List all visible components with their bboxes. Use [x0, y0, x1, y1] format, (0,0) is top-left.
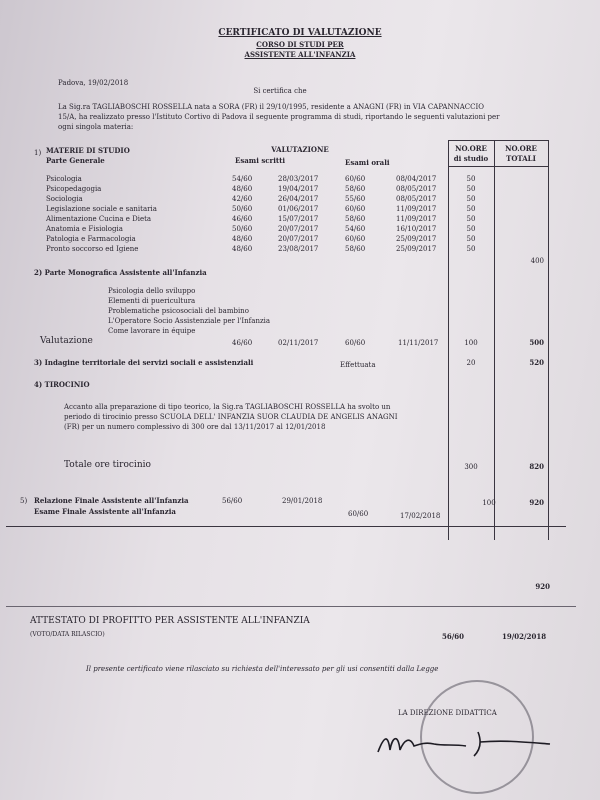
subject-o-vote: 60/60: [345, 235, 366, 243]
subject-o-date: 25/09/2017: [396, 235, 437, 243]
subject-s-date: 28/03/2017: [278, 175, 319, 183]
document-subtitle-course: CORSO DI STUDI PER: [256, 40, 344, 49]
ore-studio-heading-1: NO.ORE: [455, 144, 487, 153]
footer-note: Il presente certificato viene rilasciato su richiesta dell'interessato per gli usi consentiti dalla Legge: [86, 665, 439, 673]
subject-s-vote: 48/60: [232, 235, 253, 243]
subject-s-date: 23/08/2017: [278, 245, 319, 253]
subject-s-date: 20/07/2017: [278, 225, 319, 233]
relazione-finale-total: 920: [529, 498, 544, 507]
subject-hours: 50: [466, 235, 476, 243]
subject-name: Sociologia: [46, 195, 83, 203]
subject-s-date: 20/07/2017: [278, 235, 319, 243]
subject-o-vote: 58/60: [345, 185, 366, 193]
subject-name: Patologia e Farmacologia: [46, 235, 136, 243]
monographic-item: Psicologia dello sviluppo: [108, 287, 196, 295]
place-date: Padova, 19/02/2018: [58, 79, 129, 87]
signature-label: LA DIREZIONE DIDATTICA: [398, 709, 497, 717]
esami-scritti-heading: Esami scritti: [235, 156, 285, 165]
tirocinio-hours: 300: [464, 463, 478, 471]
intro-line-3: ogni singola materia:: [58, 123, 134, 131]
header-top-rule: [448, 140, 549, 141]
subject-s-vote: 42/60: [232, 195, 253, 203]
subject-s-vote: 50/60: [232, 225, 253, 233]
tirocinio-line-2: periodo di tirocinio presso SCUOLA DELL' INFANZIA SUOR CLAUDIA DE ANGELIS ANAGNI: [64, 413, 398, 421]
subject-name: Alimentazione Cucina e Dieta: [46, 215, 152, 223]
section-3-hours: 20: [466, 359, 476, 367]
subject-o-date: 25/09/2017: [396, 245, 437, 253]
section-3-status: Effettuata: [340, 361, 376, 369]
materie-heading: MATERIE DI STUDIO: [46, 146, 130, 155]
subject-o-vote: 60/60: [345, 205, 366, 213]
valutazione-heading: VALUTAZIONE: [271, 145, 329, 154]
subject-hours: 50: [466, 205, 476, 213]
subject-name: Psicologia: [46, 175, 82, 183]
relazione-finale-date: 29/01/2018: [282, 497, 323, 505]
monographic-item: L'Operatore Socio Assistenziale per l'Infanzia: [108, 317, 271, 325]
header-bottom-rule: [448, 166, 549, 167]
subject-name: Psicopedagogia: [46, 185, 102, 193]
tirocinio-total-label: Totale ore tirocinio: [64, 460, 151, 470]
subject-o-date: 11/09/2017: [396, 215, 437, 223]
section-number-1: 1): [34, 149, 42, 157]
subject-s-vote: 46/60: [232, 215, 253, 223]
subject-o-vote: 54/60: [345, 225, 366, 233]
section-2-total: 500: [529, 338, 544, 347]
subject-o-date: 16/10/2017: [396, 225, 437, 233]
subject-hours: 50: [466, 225, 476, 233]
subject-o-date: 08/05/2017: [396, 195, 437, 203]
attestato-date: 19/02/2018: [502, 632, 547, 641]
subject-name: Pronto soccorso ed Igiene: [46, 245, 139, 253]
subject-o-date: 08/04/2017: [396, 175, 437, 183]
esame-finale-date: 17/02/2018: [400, 512, 441, 520]
section-3-title: 3) Indagine territoriale dei servizi sociali e assistenziali: [34, 358, 254, 367]
section-2-written-vote: 46/60: [232, 339, 253, 347]
subject-o-vote: 58/60: [345, 215, 366, 223]
subject-s-vote: 48/60: [232, 245, 253, 253]
subject-name: Legislazione sociale e sanitaria: [46, 205, 157, 213]
subject-hours: 50: [466, 175, 476, 183]
section-4-title: 4) TIROCINIO: [34, 380, 90, 389]
esami-orali-heading: Esami orali: [345, 158, 390, 167]
attestato-title: ATTESTATO DI PROFITTO PER ASSISTENTE ALL'INFANZIA: [30, 616, 310, 626]
section-2-oral-date: 11/11/2017: [398, 339, 439, 347]
relazione-finale-vote: 56/60: [222, 497, 243, 505]
intro-line-2: 15/A, ha realizzato presso l'Istituto Cortivo di Padova il seguente programma di studi, riportando le seguenti valutazioni per: [58, 113, 500, 121]
subject-s-date: 15/07/2017: [278, 215, 319, 223]
document-subtitle-role: ASSISTENTE ALL'INFANZIA: [244, 50, 356, 59]
column-divider-right: [548, 140, 549, 540]
relazione-finale-label: Relazione Finale Assistente all'Infanzia: [34, 496, 189, 505]
subject-o-vote: 60/60: [345, 175, 366, 183]
attestato-subtitle: (VOTO/DATA RILASCIO): [30, 631, 105, 638]
subject-o-vote: 55/60: [345, 195, 366, 203]
certifies-line: Si certifica che: [253, 87, 307, 95]
handwritten-signature: [374, 722, 554, 762]
subject-o-vote: 58/60: [345, 245, 366, 253]
section-number-5: 5): [20, 497, 28, 505]
subject-hours: 50: [466, 195, 476, 203]
intro-line-1: La Sig.ra TAGLIABOSCHI ROSSELLA nata a SORA (FR) il 29/10/1995, residente a ANAGNI (FR) in VIA CAPANNACCIO: [58, 103, 484, 111]
ore-studio-heading-2: di studio: [453, 154, 489, 163]
subject-s-vote: 54/60: [232, 175, 253, 183]
section-2-title: 2) Parte Monografica Assistente all'Infanzia: [34, 268, 207, 277]
section-2-written-date: 02/11/2017: [278, 339, 319, 347]
ore-totali-heading-2: TOTALI: [506, 154, 536, 163]
subject-s-date: 26/04/2017: [278, 195, 319, 203]
section-2-hours: 100: [464, 339, 478, 347]
subject-name: Anatomia e Fisiologia: [46, 225, 123, 233]
tirocinio-line-1: Accanto alla preparazione di tipo teorico, la Sig.ra TAGLIABOSCHI ROSSELLA ha svolto un: [64, 403, 391, 411]
subtotal-general: 400: [530, 257, 544, 265]
section-2-oral-vote: 60/60: [345, 339, 366, 347]
subject-hours: 50: [466, 215, 476, 223]
subject-o-date: 08/05/2017: [396, 185, 437, 193]
section-5-rule: [6, 526, 566, 527]
section-3-total: 520: [529, 358, 544, 367]
ore-totali-heading-1: NO.ORE: [505, 144, 537, 153]
subject-s-date: 01/06/2017: [278, 205, 319, 213]
monographic-item: Come lavorare in équipe: [108, 327, 196, 335]
esame-finale-vote: 60/60: [348, 510, 369, 518]
parte-generale-heading: Parte Generale: [46, 156, 105, 165]
attestato-vote: 56/60: [442, 632, 465, 641]
subject-s-vote: 48/60: [232, 185, 253, 193]
section-2-valutazione-label: Valutazione: [40, 336, 93, 346]
monographic-item: Elementi di puericultura: [108, 297, 196, 305]
subject-hours: 50: [466, 185, 476, 193]
tirocinio-line-3: (FR) per un numero complessivo di 300 ore dal 13/11/2017 al 12/01/2018: [64, 423, 326, 431]
esame-finale-label: Esame Finale Assistente all'Infanzia: [34, 507, 176, 516]
subject-s-vote: 50/60: [232, 205, 253, 213]
grand-total: 920: [535, 582, 550, 591]
tirocinio-total: 820: [529, 462, 544, 471]
subject-hours: 50: [466, 245, 476, 253]
attestato-rule: [6, 606, 576, 607]
document-title: CERTIFICATO DI VALUTAZIONE: [218, 28, 382, 38]
relazione-finale-hours: 100: [482, 499, 496, 507]
subject-o-date: 11/09/2017: [396, 205, 437, 213]
monographic-item: Problematiche psicosociali del bambino: [108, 307, 249, 315]
subject-s-date: 19/04/2017: [278, 185, 319, 193]
